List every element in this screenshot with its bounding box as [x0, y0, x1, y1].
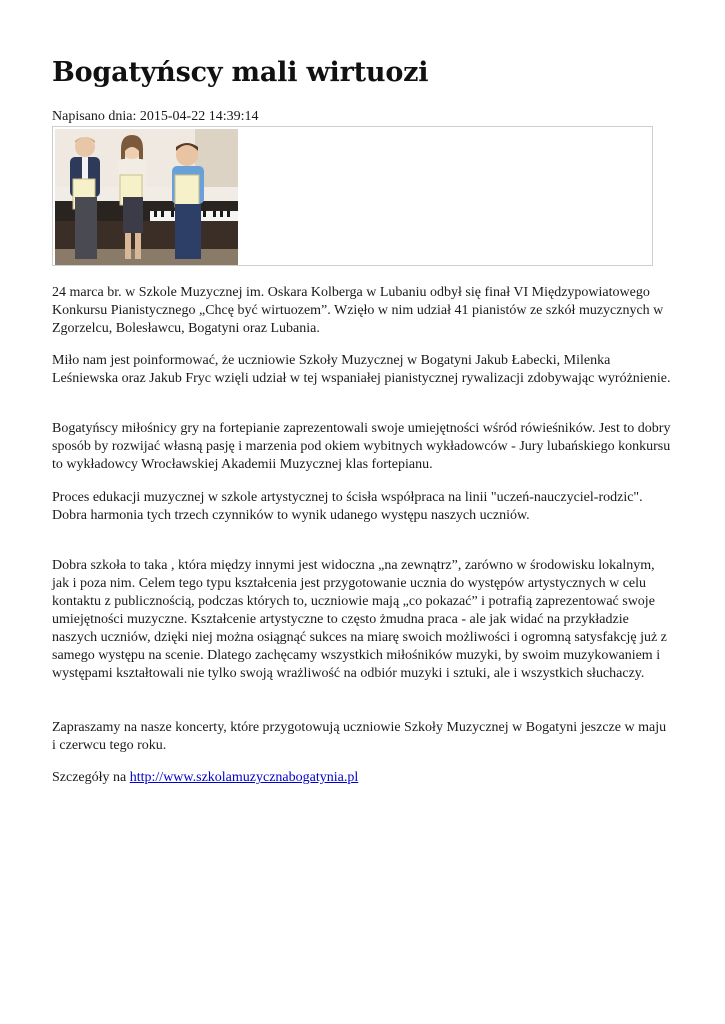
- paragraph: Zapraszamy na nasze koncerty, które przygotowują uczniowie Szkoły Muzycznej w Bogatyni jeszcze w maju i czerwcu tego roku.: [52, 720, 667, 753]
- details-paragraph: [52, 769, 672, 787]
- photo-frame: [52, 126, 653, 266]
- meta-label: Napisano dnia:: [52, 109, 140, 124]
- article-meta: [52, 108, 258, 126]
- article-title: Bogatyńscy mali wirtuozi: [52, 57, 429, 88]
- paragraph: 24 marca br. w Szkole Muzycznej im. Oskara Kolberga w Lubaniu odbył się finał VI Międzypowiatowego Konkursu Pianistycznego „Chcę być wirtuozem”. Wzięło w nim udział 41 pianistów ze szkół muzycznych w Zgorzelcu, Bolesławcu, Bogatyni oraz Lubania.: [52, 285, 664, 336]
- paragraph: Miło nam jest poinformować, że uczniowie Szkoły Muzycznej w Bogatyni Jakub Łabecki, Milenka Leśniewska oraz Jakub Fryc wzięli udział w tej wspaniałej pianistycznej rywalizacji zdobywając wyróżnienie.: [52, 353, 671, 386]
- article-date: 2015-04-22 14:39:14: [139, 109, 259, 124]
- school-website-link[interactable]: http://www.szkolamuzycznabogatynia.pl: [129, 770, 359, 785]
- photo-three-children-with-diplomas: [55, 129, 238, 265]
- details-label: Szczegóły na: [52, 770, 130, 785]
- paragraph: Dobra szkoła to taka , która między innymi jest widoczna „na zewnątrz”, zarówno w środowisku lokalnym, jak i poza nim. Celem tego typu kształcenia jest przygotowanie ucznia do występów artystycznych w celu kontaktu z publicznością, podczas których to, uczniowie mają „co pokazać” i potrafią zaprezentować swoje umiejętności muzyczne. Kształcenie artystyczne to często żmudna praca - ale jak widać na przykładzie naszych uczniów, dzięki niej można osiągnąć sukces na miarę swoich możliwości i ogromną satysfakcję już z samego występu na scenie. Dlatego zachęcamy wszystkich miłośników muzyki, by swoim muzykowaniem i występami kształtowali nie tylko swoją wrażliwość na odbiór muzyki i sztuki, ale i wszystkich słuchaczy.: [52, 558, 667, 681]
- paragraph: Proces edukacji muzycznej w szkole artystycznej to ścisła współpraca na linii "uczeń-nauczyciel-rodzic". Dobra harmonia tych trzech czynników to wynik udanego występu naszych uczniów.: [52, 490, 643, 523]
- paragraph: Bogatyńscy miłośnicy gry na fortepianie zaprezentowali swoje umiejętności wśród rówieśników. Jest to dobry sposób by rozwijać własną pasję i marzenia pod okiem wybitnych wykładowców - Jury lubańskiego konkursu to wykładowcy Wrocławskiej Akademii Muzycznej klas fortepianu.: [52, 421, 671, 472]
